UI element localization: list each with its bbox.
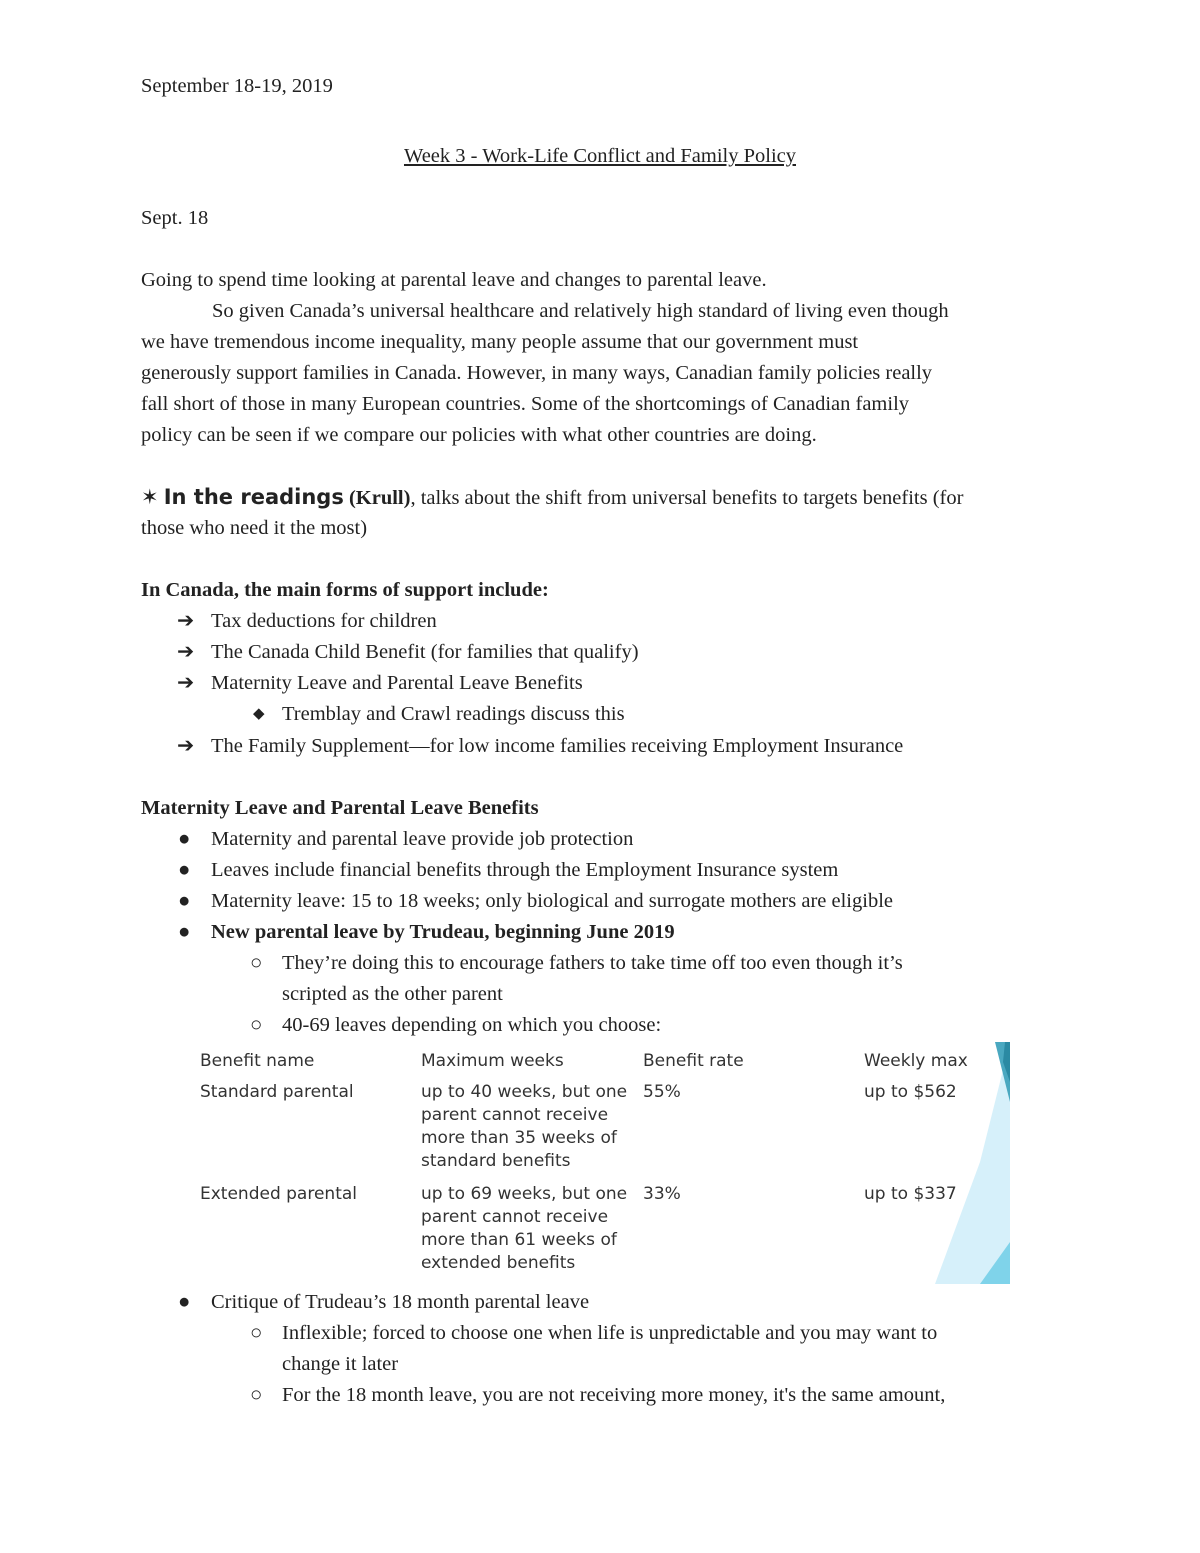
list-item: The Family Supplement—for low income families receiving Employment Insurance	[211, 735, 904, 757]
list-item: Tax deductions for children	[211, 610, 437, 632]
readings-author: (Krull)	[348, 487, 411, 509]
list-item: Leaves include financial benefits through the Employment Insurance system	[211, 859, 839, 881]
slide-decoration	[935, 1042, 1010, 1284]
circle-bullet-icon: ○	[250, 1014, 263, 1036]
bullet-icon: ●	[178, 1291, 191, 1313]
bullet-icon: ●	[178, 890, 191, 912]
list-item: Tremblay and Crawl readings discuss this	[282, 703, 625, 725]
bullet-icon: ●	[178, 921, 191, 943]
paragraph-line: fall short of those in many European countries. Some of the shortcomings of Canadian family	[141, 393, 910, 415]
list-item: Maternity and parental leave provide job protection	[211, 828, 634, 850]
table-cell: 55%	[643, 1082, 681, 1102]
sub-item: For the 18 month leave, you are not receiving more money, it's the same amount,	[282, 1384, 946, 1406]
list-item: Maternity Leave and Parental Leave Benefits	[211, 672, 583, 694]
table-header: Weekly max	[864, 1051, 968, 1071]
table-cell: up to $337	[864, 1184, 957, 1204]
table-cell: up to $562	[864, 1082, 957, 1102]
list-item: New parental leave by Trudeau, beginning June 2019	[211, 921, 675, 943]
readings-text-cont: those who need it the most)	[141, 517, 368, 539]
readings-line	[141, 484, 963, 511]
sub-item-cont: scripted as the other parent	[282, 983, 503, 1005]
table-header: Benefit rate	[643, 1051, 744, 1071]
table-cell: 33%	[643, 1184, 681, 1204]
table-header: Maximum weeks	[421, 1051, 564, 1071]
paragraph-line: generously support families in Canada. However, in many ways, Canadian family policies really	[141, 362, 933, 384]
document-title: Week 3 - Work-Life Conflict and Family Policy	[403, 145, 796, 167]
arrow-icon: ➔	[177, 641, 195, 663]
paragraph-line: policy can be seen if we compare our policies with what other countries are doing.	[141, 424, 817, 446]
section-date: Sept. 18	[141, 207, 209, 229]
circle-bullet-icon: ○	[250, 952, 263, 974]
intro-line: Going to spend time looking at parental leave and changes to parental leave.	[141, 269, 767, 291]
table-cell: up to 69 weeks, but one parent cannot receive more than 61 weeks of extended benefits	[421, 1184, 628, 1273]
sub-item: 40-69 leaves depending on which you choose:	[282, 1014, 662, 1036]
arrow-icon: ➔	[177, 735, 195, 757]
date: September 18-19, 2019	[141, 75, 333, 97]
list-item: The Canada Child Benefit (for families that qualify)	[211, 641, 639, 663]
table-cell: Extended parental	[200, 1184, 358, 1204]
bullet-icon: ●	[178, 828, 191, 850]
table-header: Benefit name	[200, 1051, 315, 1071]
sub-item: Inflexible; forced to choose one when life is unpredictable and you may want to	[282, 1322, 938, 1344]
bullet-icon: ●	[178, 859, 191, 881]
sub-item-cont: change it later	[282, 1353, 399, 1375]
star-icon: ✶	[141, 485, 159, 509]
table-cell: up to 40 weeks, but one parent cannot receive more than 35 weeks of standard benefits	[421, 1082, 628, 1171]
readings-heading: In the readings	[163, 485, 344, 509]
list-item: Maternity leave: 15 to 18 weeks; only biological and surrogate mothers are eligible	[211, 890, 893, 912]
arrow-icon: ➔	[177, 672, 195, 694]
diamond-icon: ◆	[253, 706, 265, 722]
paragraph-line: So given Canada’s universal healthcare and relatively high standard of living even though	[212, 300, 949, 322]
table-cell: Standard parental	[200, 1082, 354, 1102]
paragraph-line: we have tremendous income inequality, many people assume that our government must	[141, 331, 859, 353]
benefits-table-image	[200, 1042, 1010, 1284]
list-item: Critique of Trudeau’s 18 month parental leave	[211, 1291, 590, 1313]
leave-heading: Maternity Leave and Parental Leave Benefits	[141, 797, 539, 819]
sub-item: They’re doing this to encourage fathers to take time off too even though it’s	[282, 952, 903, 974]
support-heading: In Canada, the main forms of support include:	[141, 579, 549, 601]
circle-bullet-icon: ○	[250, 1384, 263, 1406]
circle-bullet-icon: ○	[250, 1322, 263, 1344]
arrow-icon: ➔	[177, 610, 195, 632]
readings-text: , talks about the shift from universal benefits to targets benefits (for	[410, 487, 964, 509]
